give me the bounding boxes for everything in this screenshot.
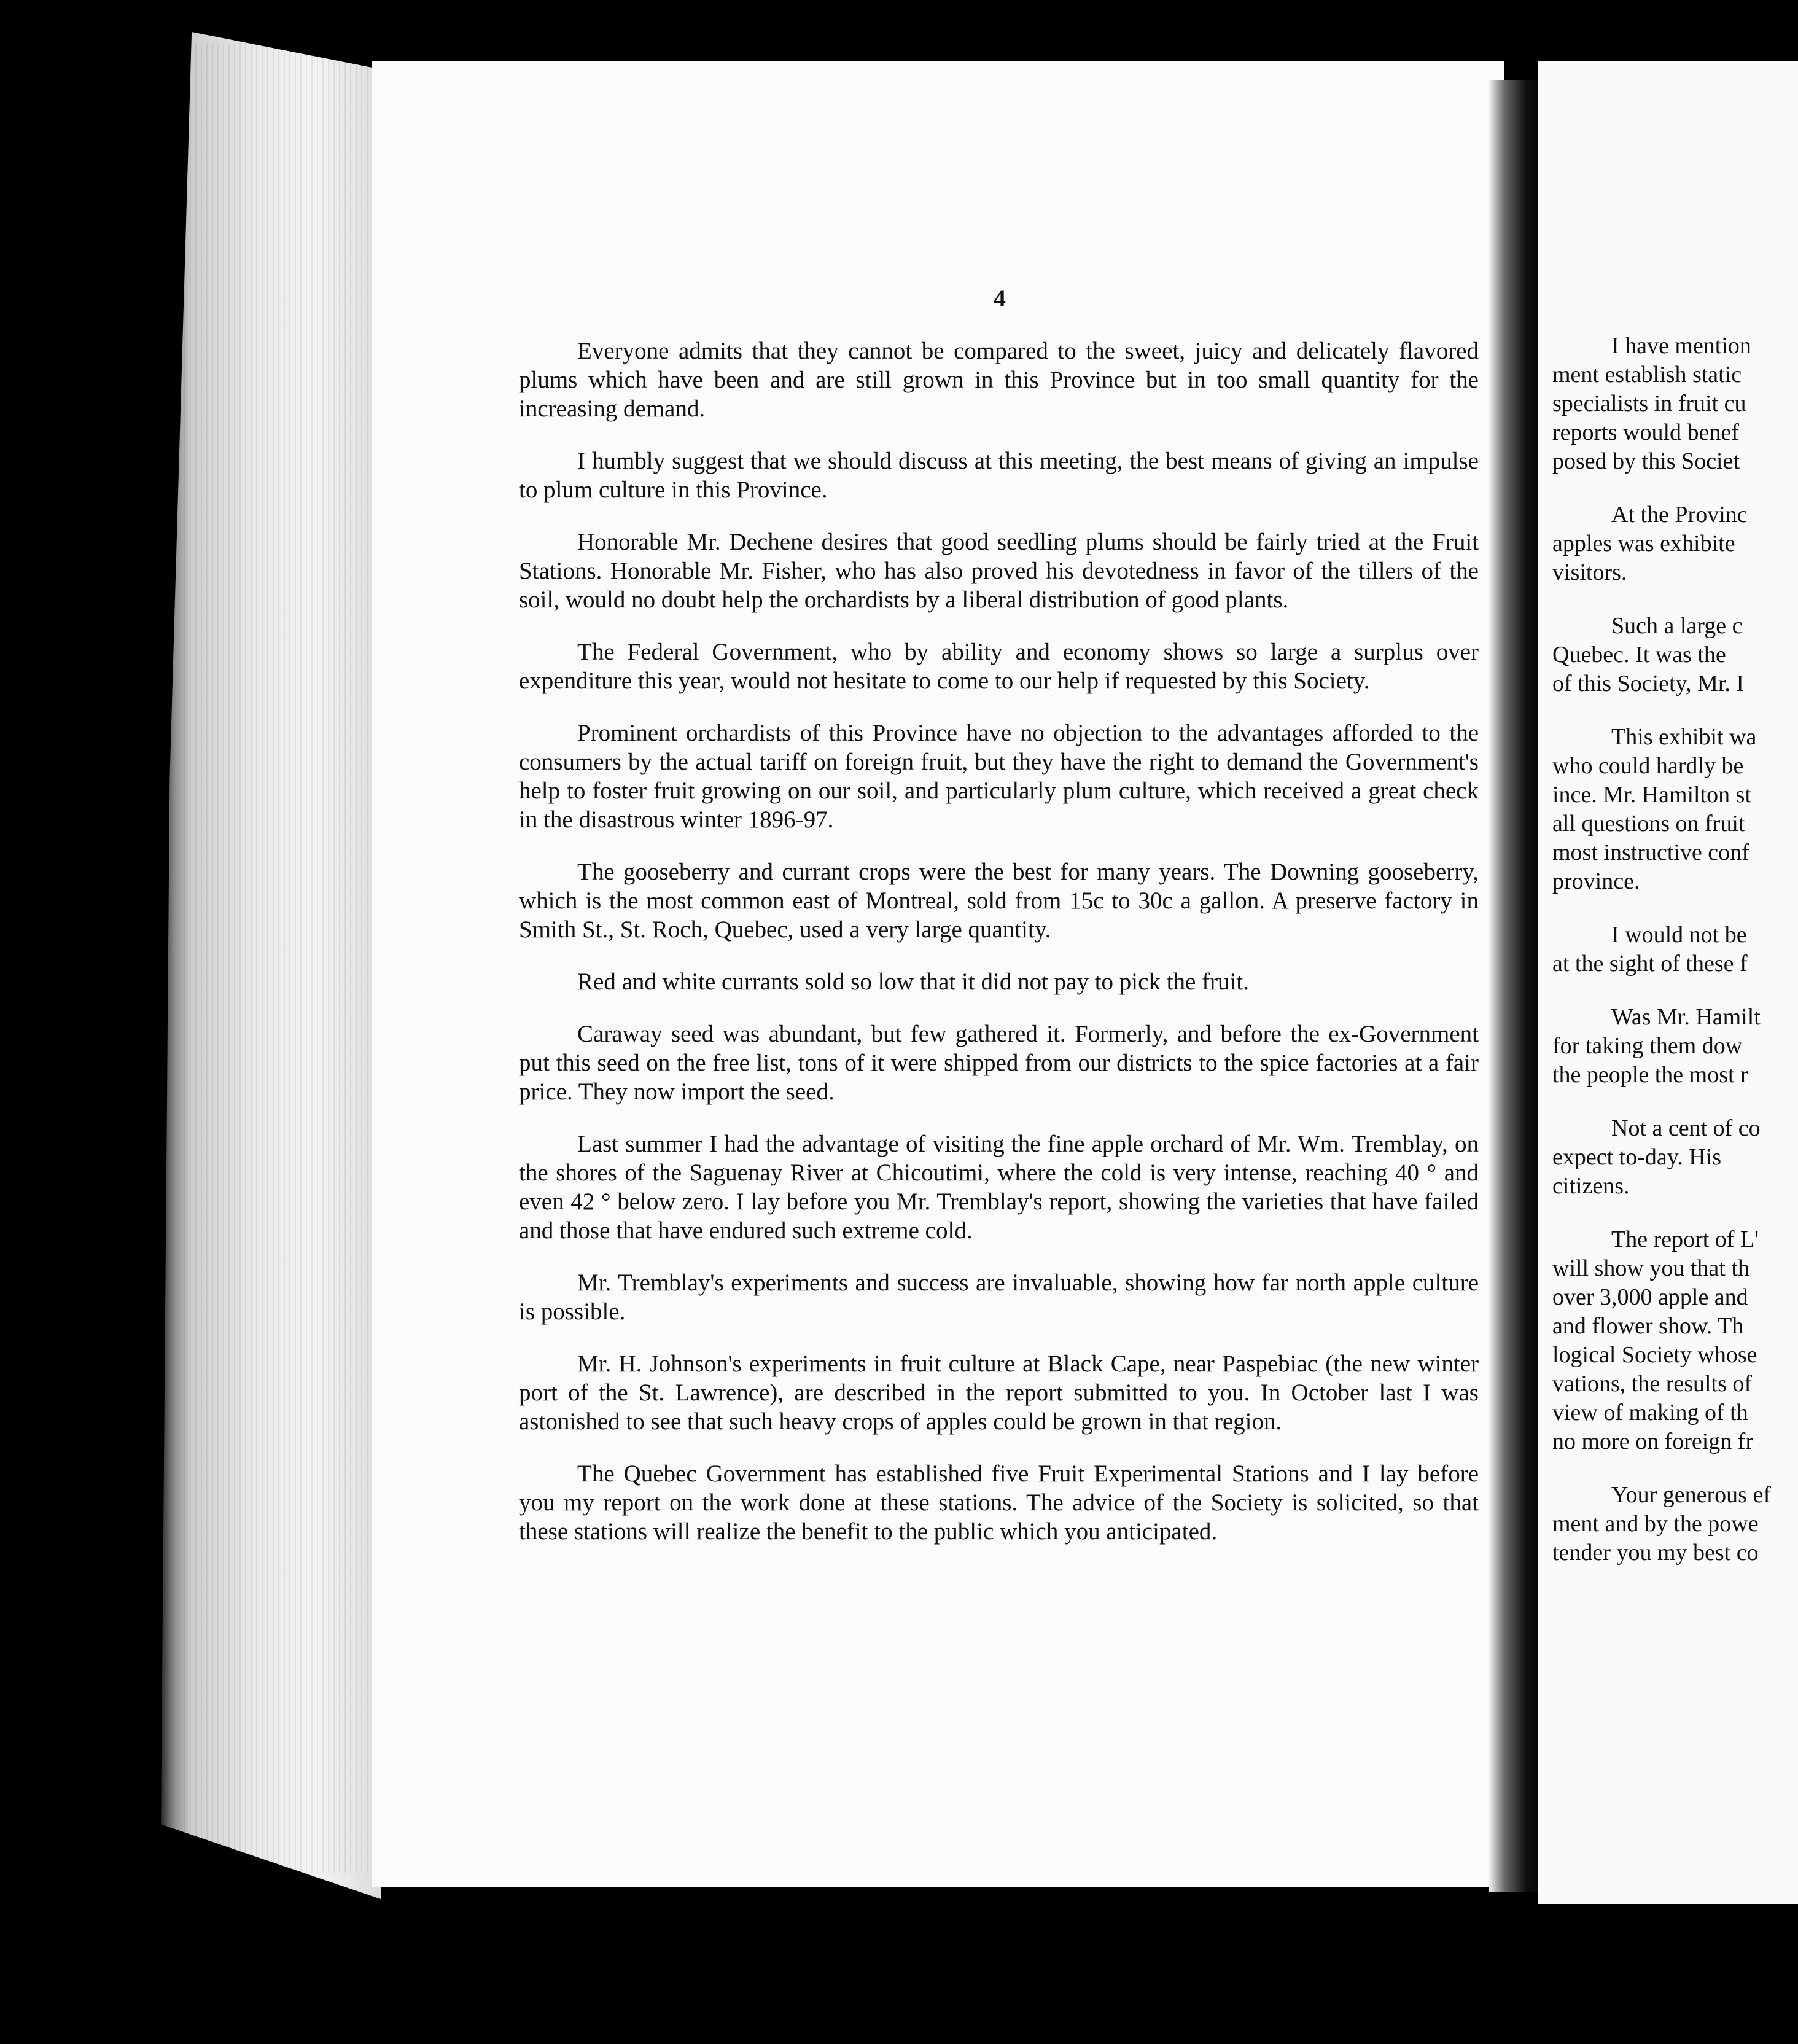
right-page-line: of this Society, Mr. I bbox=[1552, 671, 1745, 696]
right-page-line: specialists in fruit cu bbox=[1552, 391, 1746, 416]
right-page-line: no more on foreign fr bbox=[1552, 1429, 1754, 1454]
right-page-line: citizens. bbox=[1552, 1173, 1630, 1199]
right-page-line: expect to-day. His bbox=[1552, 1144, 1722, 1170]
right-page-line: at the sight of these f bbox=[1552, 951, 1748, 977]
right-page-paragraph bbox=[1552, 612, 1798, 698]
right-page-line: posed by this Societ bbox=[1552, 448, 1740, 474]
paragraph: Mr. Tremblay's experiments and success are invaluable, showing how far north apple culture is possible. bbox=[519, 1270, 1479, 1325]
right-page-line: Your generous ef bbox=[1611, 1482, 1771, 1508]
right-page-line: Quebec. It was the bbox=[1552, 642, 1726, 668]
right-page-paragraph bbox=[1552, 723, 1798, 896]
right-page-line: Not a cent of co bbox=[1611, 1115, 1761, 1141]
right-page-line: and flower show. Th bbox=[1552, 1313, 1744, 1339]
right-page-paragraph bbox=[1552, 501, 1798, 587]
paragraph: The Federal Government, who by ability and economy shows so large a surplus over expenditure this year, would not hesitate to come to our help if requested by this Society. bbox=[519, 639, 1479, 694]
right-page-line: reports would benef bbox=[1552, 419, 1739, 445]
left-page-text bbox=[519, 337, 1479, 1569]
right-page-line: will show you that th bbox=[1552, 1255, 1749, 1281]
right-page-line: who could hardly be bbox=[1552, 753, 1744, 779]
paragraph: The gooseberry and currant crops were the best for many years. The Downing gooseberry, which is the most common east of Montreal, sold from 15c to 30c a gallon. A preserve factory in Smith St., St. Roch, Quebec, used a very large quantity. bbox=[519, 859, 1479, 943]
right-page-paragraph bbox=[1552, 332, 1798, 476]
right-page-line: logical Society whose bbox=[1552, 1342, 1757, 1368]
paragraph: Prominent orchardists of this Province have no objection to the advantages afforded to the consumers by the actual tariff on foreign fruit, but they have the right to demand the Government's help to foster fruit growing on our soil, and particularly plum culture, which received a great check in the disastrous winter 1896-97. bbox=[519, 720, 1479, 833]
right-page-paragraph bbox=[1552, 1225, 1798, 1456]
right-page-paragraph bbox=[1552, 1114, 1798, 1201]
right-page-line: apples was exhibite bbox=[1552, 531, 1735, 556]
right-page-line: all questions on fruit bbox=[1552, 811, 1745, 837]
paragraph: Mr. H. Johnson's experiments in fruit culture at Black Cape, near Paspebiac (the new winter port of the St. Lawrence), are described in the report submitted to you. In October last I was astonished to see that such heavy crops of apples could be grown in that region. bbox=[519, 1351, 1479, 1435]
right-page-line: ince. Mr. Hamilton st bbox=[1552, 782, 1752, 808]
right-page-line: Was Mr. Hamilt bbox=[1611, 1004, 1761, 1030]
paragraph: The Quebec Government has established five Fruit Experimental Stations and I lay before you my report on the work done at these stations. The advice of the Society is solicited, so that these stations will realize the benefit to the public which you anticipated. bbox=[519, 1461, 1479, 1545]
right-page-line: I would not be bbox=[1611, 922, 1747, 948]
right-page-line: The report of L' bbox=[1611, 1227, 1759, 1252]
right-page-line: for taking them dow bbox=[1552, 1033, 1743, 1059]
right-page-line: view of making of th bbox=[1552, 1400, 1748, 1426]
right-page-line: over 3,000 apple and bbox=[1552, 1284, 1748, 1310]
right-page-text bbox=[1552, 332, 1798, 1592]
right-page-line: the people the most r bbox=[1552, 1062, 1748, 1088]
right-page-line: visitors. bbox=[1552, 560, 1627, 585]
right-page-line: tender you my best co bbox=[1552, 1540, 1759, 1566]
paragraph: Caraway seed was abundant, but few gathered it. Formerly, and before the ex-Government put this seed on the free list, tons of it were shipped from our districts to the spice factories at a fair price. They now import the seed. bbox=[519, 1021, 1479, 1105]
right-page-line: This exhibit wa bbox=[1611, 724, 1757, 750]
paragraph: I humbly suggest that we should discuss at this meeting, the best means of giving an impulse to plum culture in this Province. bbox=[519, 448, 1479, 503]
page-edge-lines bbox=[184, 43, 368, 1873]
paragraph: Everyone admits that they cannot be compared to the sweet, juicy and delicately flavored plums which have been and are still grown in this Province but in too small quantity for the increasing demand. bbox=[519, 338, 1479, 422]
paragraph: Last summer I had the advantage of visiting the fine apple orchard of Mr. Wm. Tremblay, on the shores of the Saguenay River at Chicoutimi, where the cold is very intense, reaching 40 ° and even 42 ° below zero. I lay before you Mr. Tremblay's report, showing the varieties that have failed and those that have endured such extreme cold. bbox=[519, 1131, 1479, 1244]
page-number: 4 bbox=[994, 284, 1006, 312]
right-page-paragraph bbox=[1552, 1481, 1798, 1567]
right-page-line: At the Provinc bbox=[1611, 502, 1748, 528]
paragraph: Red and white currants sold so low that it did not pay to pick the fruit. bbox=[577, 969, 1249, 995]
right-page-line: province. bbox=[1552, 868, 1640, 894]
right-page-line: ment establish static bbox=[1552, 362, 1742, 388]
right-page-paragraph bbox=[1552, 1003, 1798, 1090]
right-page-line: most instructive conf bbox=[1552, 840, 1749, 865]
right-page-line: ment and by the powe bbox=[1552, 1511, 1759, 1537]
paragraph: Honorable Mr. Dechene desires that good seedling plums should be fairly tried at the Fruit Stations. Honorable Mr. Fisher, who has also proved his devotedness in favor of the tillers of the soil, would no doubt help the orchardists by a liberal distribution of good plants. bbox=[519, 529, 1479, 613]
right-page-paragraph bbox=[1552, 921, 1798, 978]
right-page-line: Such a large c bbox=[1611, 613, 1743, 639]
right-page-line: I have mention bbox=[1611, 333, 1751, 359]
right-page-line: vations, the results of bbox=[1552, 1371, 1753, 1397]
